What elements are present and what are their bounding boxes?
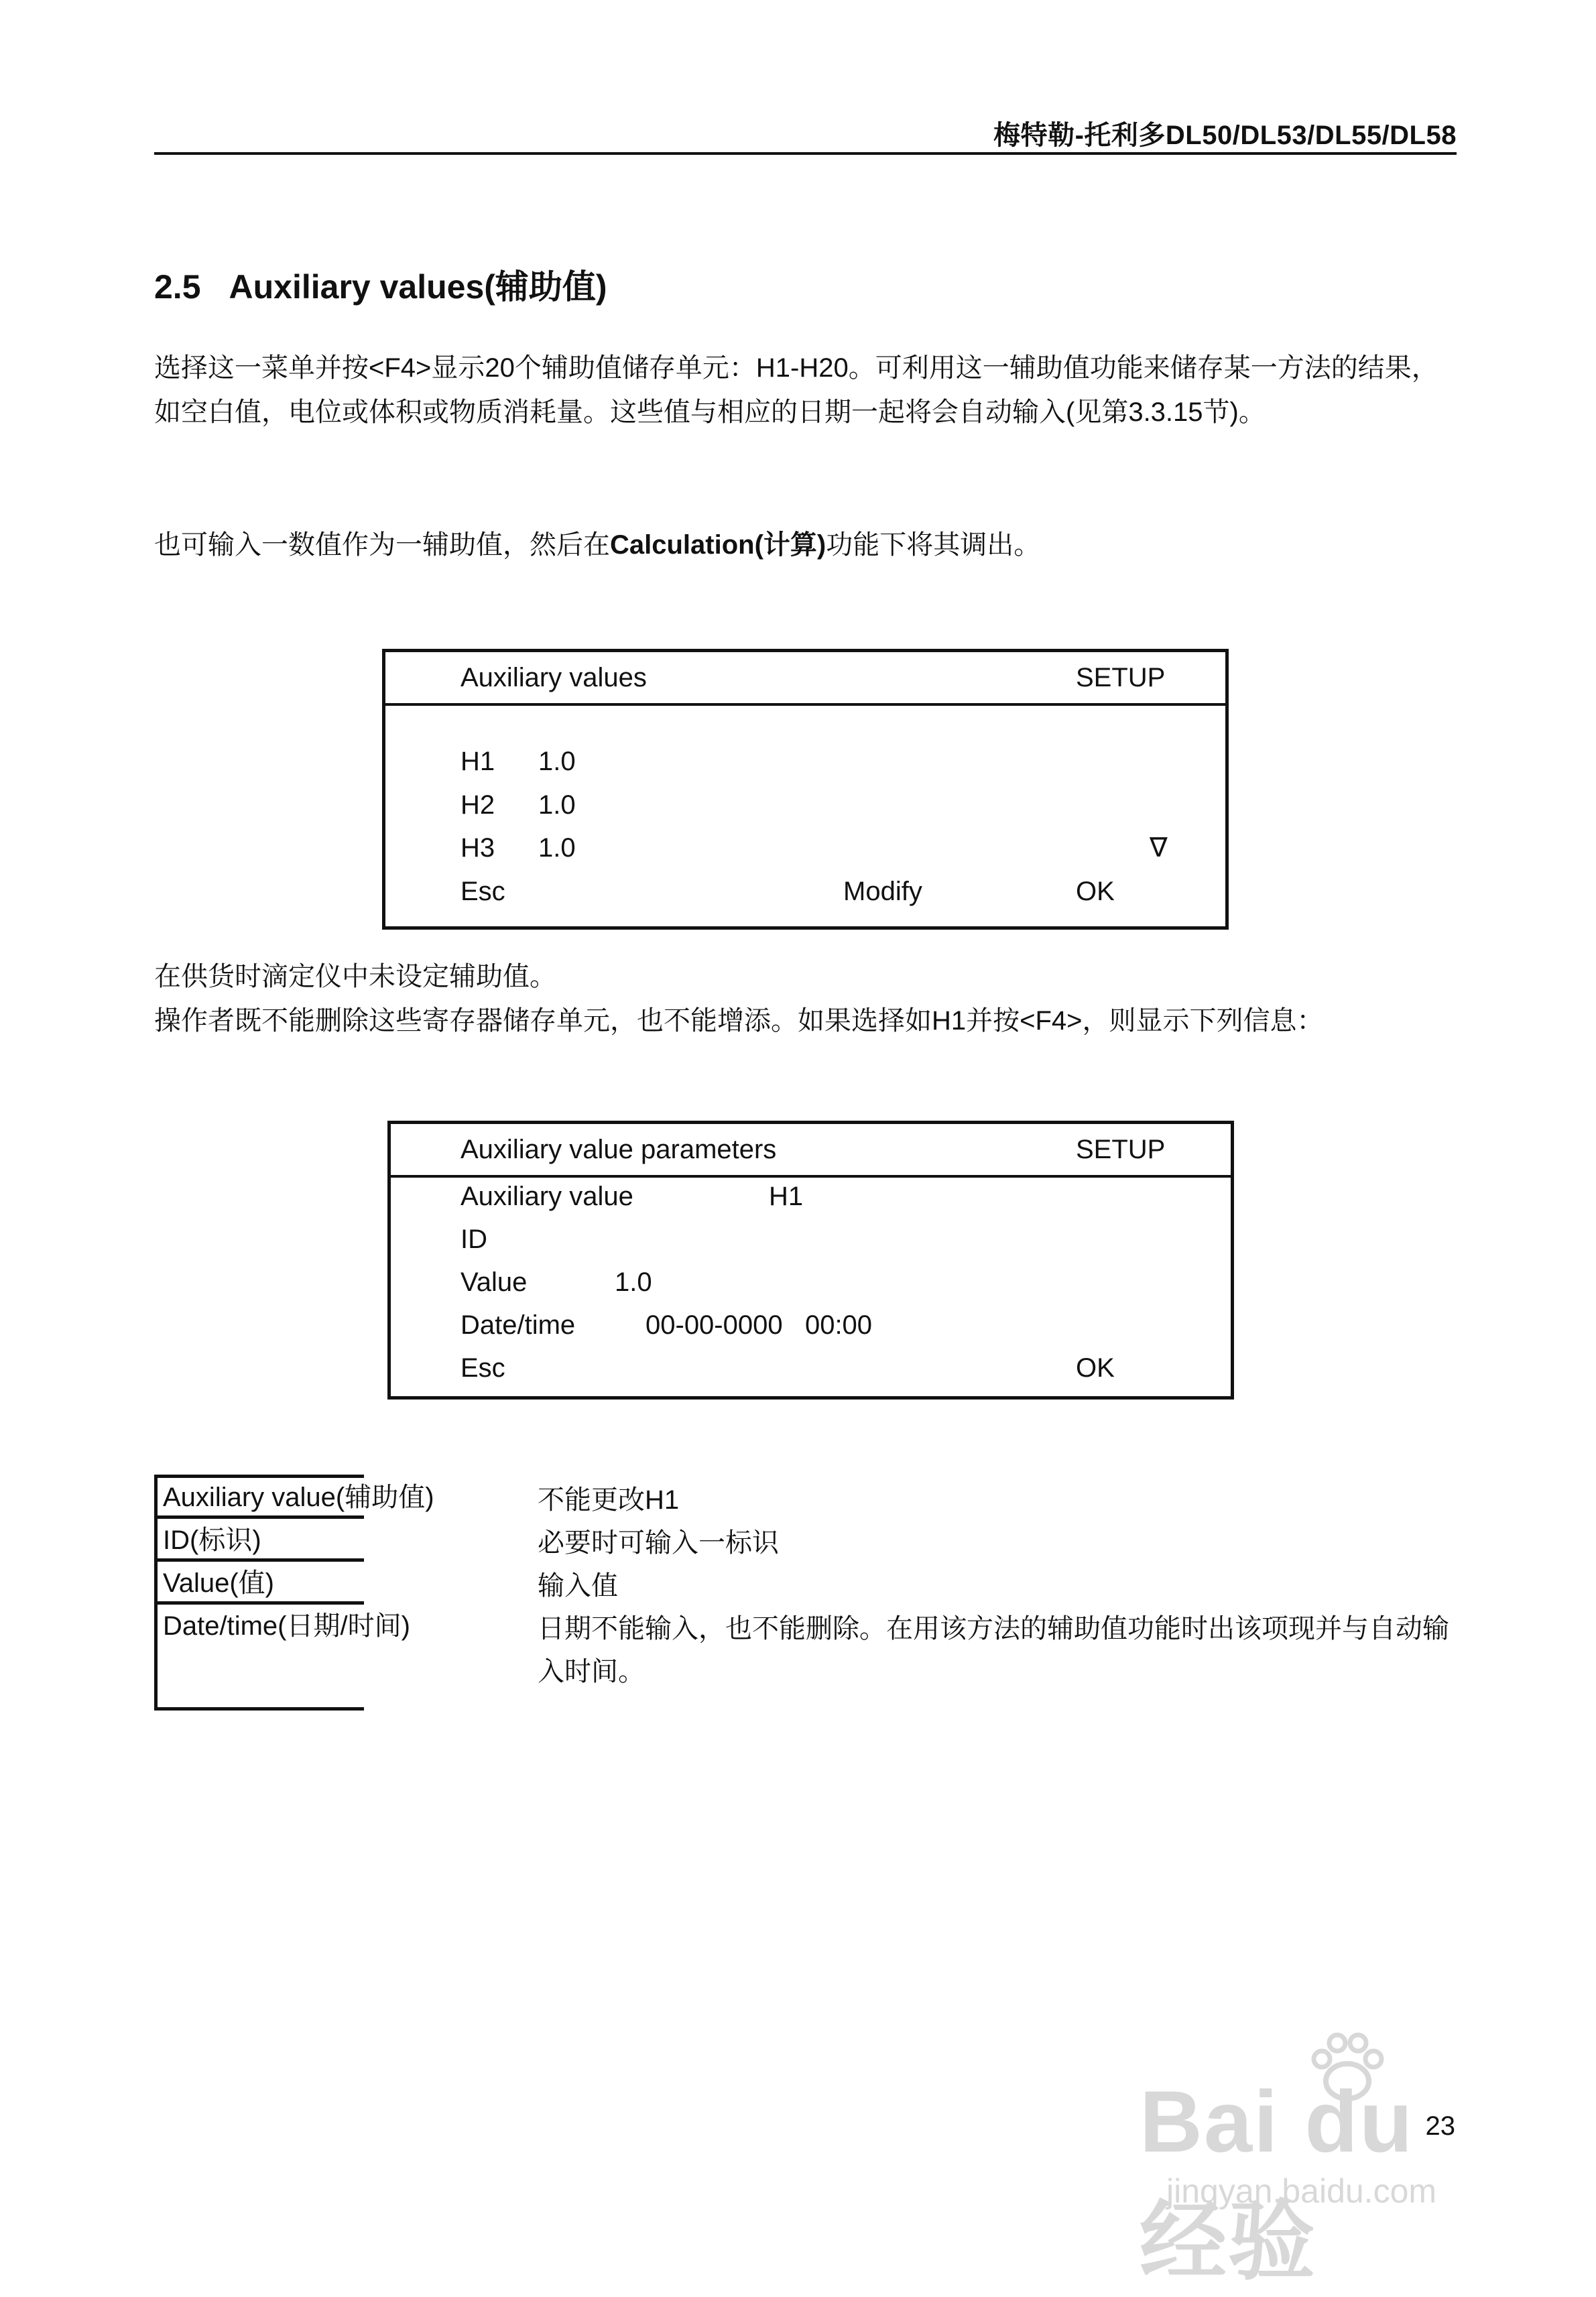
watermark-logo-text: Bai du 经验: [1140, 2072, 1414, 2290]
aux-row-name[interactable]: H3: [461, 833, 495, 863]
definitions-table: [154, 1475, 434, 1711]
intro-paragraph: 选择这一菜单并按<F4>显示20个辅助值储存单元：H1-H20。可利用这一辅助值功能来储存某一方法的结果，如空白值，电位或体积或物质消耗量。这些值与相应的日期一起将会自动输入(见第3.3.15节)。: [154, 353, 1438, 427]
page-number: 23: [1425, 2111, 1455, 2141]
section-number: 2.5: [154, 268, 201, 306]
ok-softkey[interactable]: OK: [1076, 1353, 1115, 1383]
aux-row-name[interactable]: H2: [461, 790, 495, 820]
field-label-value: Value: [461, 1267, 528, 1297]
aux-row-value: 1.0: [538, 833, 576, 863]
definition-description: 输入值: [538, 1571, 618, 1601]
definition-term: Auxiliary value(辅助值): [163, 1483, 434, 1512]
header-divider: [154, 152, 1457, 155]
aux-row-name[interactable]: H1: [461, 747, 495, 776]
ok-softkey[interactable]: OK: [1076, 877, 1115, 906]
section-heading: [154, 260, 607, 308]
field-value-auxiliary-value: H1: [769, 1182, 804, 1211]
definition-description: 必要时可输入一标识: [538, 1528, 779, 1558]
esc-softkey[interactable]: Esc: [461, 877, 505, 906]
calculation-note-pre: 也可输入一数值作为一辅助值，然后在: [154, 530, 610, 560]
field-label-id: ID: [461, 1225, 487, 1254]
calculation-note-post: 功能下将其调出。: [826, 530, 1041, 560]
definition-description: 日期不能输入，也不能删除。在用该方法的辅助值功能时出该项现并与自动输入时间。: [538, 1614, 1449, 1686]
paw-icon: [1307, 2031, 1388, 2105]
field-value-value[interactable]: 1.0: [615, 1267, 652, 1297]
mode-label: SETUP: [1076, 1135, 1166, 1164]
watermark-url: jingyan.baidu.com: [1166, 2172, 1437, 2210]
screen-title: Auxiliary value parameters: [461, 1135, 777, 1164]
calculation-function-name: Calculation(计算): [610, 530, 826, 560]
definition-term: ID(标识): [163, 1526, 261, 1555]
auxiliary-value-parameters-screen: [387, 1121, 1234, 1400]
aux-row-value: 1.0: [538, 790, 576, 820]
screen-title: Auxiliary values: [461, 663, 647, 692]
default-note: 在供货时滴定仪中未设定辅助值。: [154, 962, 556, 991]
scroll-down-icon[interactable]: ∇: [1150, 833, 1168, 863]
definition-term: Value(值): [163, 1568, 274, 1598]
definition-term: Date/time(日期/时间): [163, 1611, 410, 1641]
auxiliary-values-screen: [382, 649, 1229, 930]
modify-softkey[interactable]: Modify: [843, 877, 922, 906]
definition-description: 不能更改H1: [538, 1485, 680, 1515]
mode-label: SETUP: [1076, 663, 1166, 692]
calculation-note: [154, 523, 1457, 567]
section-title: Auxiliary values(辅助值): [229, 268, 607, 306]
field-value-date-time: 00-00-0000 00:00: [646, 1310, 873, 1340]
running-header: 梅特勒-托利多DL50/DL53/DL55/DL58: [993, 121, 1457, 150]
aux-row-value: 1.0: [538, 747, 576, 776]
field-label-date-time: Date/time: [461, 1310, 576, 1340]
esc-softkey[interactable]: Esc: [461, 1353, 505, 1383]
baidu-watermark: [1140, 2011, 1515, 2290]
field-label-auxiliary-value: Auxiliary value: [461, 1182, 633, 1211]
register-note: 操作者既不能删除这些寄存器储存单元，也不能增添。如果选择如H1并按<F4>，则显示下列信息：: [154, 1006, 1324, 1036]
